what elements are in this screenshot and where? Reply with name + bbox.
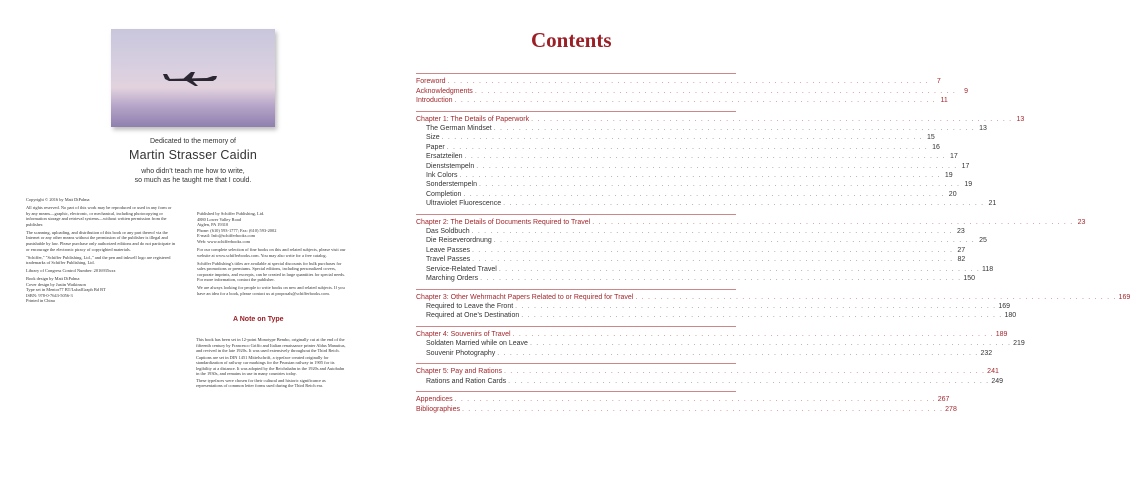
toc-page-number: 219	[1013, 340, 1025, 348]
toc-section-entry[interactable]	[416, 274, 975, 284]
dot-leader: . . . . . . . . . . . . . . . . . . . . . . . . . . . . . . . . . . . . . . . . . . . . . . . . . . . . . . . . . . . . . . . . . . . . . . . . . . . . .	[512, 330, 994, 338]
toc-entry-label: Chapter 5: Pay and Rations	[416, 368, 502, 376]
toc-page-number: 16	[932, 143, 940, 151]
toc-entry-label: Ink Colors	[426, 171, 458, 179]
toc-page-number: 25	[979, 237, 987, 245]
toc-entry-label: Completion	[426, 190, 462, 198]
toc-section-entry[interactable]	[416, 162, 970, 172]
toc-page-number: 9	[964, 87, 968, 95]
toc-front-matter-entry[interactable]	[416, 78, 941, 87]
dot-leader: . . . . . . . . . . . . . . . . . . . . . . . . . . . . . . . . . . . . . . . . . . . . . . . . . . . . . . . . . . . . . . . . . . . . . . . . . . . . .	[592, 218, 1074, 226]
toc-chapter-entry[interactable]	[416, 115, 1025, 125]
dedication-intro: Dedicated to the memory of	[150, 138, 236, 145]
dot-leader: . . . . . . . . . . . . . . . . . . . . . . . . . . . . . . . . . . . . . . . . . . . . . . . . . . . . . . . . . . . . . . . . . . . . . . . . . . . . .	[493, 237, 975, 245]
toc-entry-label: Service-Related Travel	[426, 265, 497, 273]
toc-entry-label: Bibliographies	[416, 405, 460, 413]
toc-page-number: 7	[936, 78, 941, 86]
toc-back-matter-entry[interactable]	[416, 396, 950, 405]
dot-leader: . . . . . . . . . . . . . . . . . . . . . . . . . . . . . . . . . . . . . . . . . . . . . . . . . . . . . . . . . . . . . . . . . . . . . . . . . . . . .	[521, 312, 1003, 320]
contents-title: Contents	[531, 28, 612, 52]
dot-leader: . . . . . . . . . . . . . . . . . . . . . . . . . . . . . . . . . . . . . . . . . . . . . . . . . . . . . . . . . . . . . . . . . . . . . . . . . . . . .	[497, 349, 979, 357]
dot-leader: . . . . . . . . . . . . . . . . . . . . . . . . . . . . . . . . . . . . . . . . . . . . . . . . . . . . . . . . . . . . . . . . . . . . . . . . . . . . .	[635, 293, 1117, 301]
dot-leader: . . . . . . . . . . . . . . . . . . . . . . . . . . . . . . . . . . . . . . . . . . . . . . . . . . . . . . . . . . . . . . . . . . . . . . . . . . . . .	[515, 302, 997, 310]
toc-chapter-entry[interactable]	[416, 368, 999, 377]
toc-entry-label: Foreword	[416, 78, 446, 86]
toc-chapter-entry[interactable]	[416, 293, 1130, 303]
toc-section-entry[interactable]	[416, 171, 953, 181]
dot-leader: . . . . . . . . . . . . . . . . . . . . . . . . . . . . . . . . . . . . . . . . . . . . . . . . . . . . . . . . . . . . . . . . . . . . . . . . . . . . .	[529, 340, 1012, 348]
toc-front-matter-entry[interactable]	[416, 96, 948, 106]
toc-section-entry[interactable]	[416, 312, 1017, 321]
toc-page-number: 189	[995, 330, 1008, 338]
publisher-line: Published by Schiffer Publishing, Ltd.	[197, 211, 265, 216]
dot-leader: . . . . . . . . . . . . . . . . . . . . . . . . . . . . . . . . . . . . . . . . . . . . . . . . . . . . . . . . . . . . . . . . . . . . . . . . . . . . .	[503, 200, 985, 208]
bulk-paragraph: Schiffer Publishing's titles are available at special discounts for bulk purchases for sales promotions or premiums. Special editions, including personalized covers, corporate imprints, and excerpts, can be created in large quantities for special needs. For more information, contact the publisher.	[197, 260, 346, 283]
note-paragraph: Captions are set in DIN 1451 Mittelschrift, a typeface created originally for standardization of railway car markings for the Prussian railway in 1905 for its legibility at a distance. It was adopted by the Reichsbahn in the 1920s and Autobahn in the 1930s, and remains in use in many countries today.	[196, 354, 345, 376]
dot-leader: . . . . . . . . . . . . . . . . . . . . . . . . . . . . . . . . . . . . . . . . . . . . . . . . . . . . . . . . . . . . . . . . . . . . . . . . . . . . .	[508, 377, 990, 385]
dot-leader: . . . . . . . . . . . . . . . . . . . . . . . . . . . . . . . . . . . . . . . . . . . . . . . . . . . . . . . . . . . . . . . . . . . . . . . . . . . . .	[498, 265, 980, 273]
note-paragraph: These typefaces were chosen for their cultural and historic significance as representations of common letter forms used during the Third Reich era.	[196, 377, 326, 388]
toc-section-entry[interactable]	[416, 237, 987, 246]
publisher-block	[197, 211, 347, 299]
dot-leader: . . . . . . . . . . . . . . . . . . . . . . . . . . . . . . . . . . . . . . . . . . . . . . . . . . . . . . . . . . . . . . . . . . . . . . . . . . . . .	[531, 115, 1013, 123]
dedication-text	[88, 167, 298, 185]
trademark-paragraph: "Schiffer," "Schiffer Publishing, Ltd.," and the pen and inkwell logo are registered trademarks of Schiffer Publishing, Ltd.	[26, 254, 171, 266]
toc-page-number: 19	[944, 171, 953, 179]
toc-entry-label: Appendices	[416, 396, 453, 404]
dot-leader: . . . . . . . . . . . . . . . . . . . . . . . . . . . . . . . . . . . . . . . . . . . . . . . . . . . . . . . . . . . . . . . . . . . . . . . . . . . . .	[447, 78, 929, 86]
toc-page-number: 150	[963, 274, 975, 282]
section-divider	[416, 363, 736, 364]
toc-entry-label: Ersatzteilen	[426, 153, 463, 161]
toc-section-entry[interactable]	[416, 200, 997, 209]
lccn-line: Library of Congress Control Number: 2016935xxx	[26, 268, 116, 274]
toc-page-number: 13	[979, 124, 987, 132]
dot-leader: . . . . . . . . . . . . . . . . . . . . . . . . . . . . . . . . . . . . . . . . . . . . . . . . . . . . . . . . . . . . . . . . . . . . . . . . . . . . .	[478, 181, 961, 189]
toc-entry-label: Chapter 3: Other Wehrmacht Papers Related to or Required for Travel	[416, 293, 634, 301]
toc-entry-label: Sonderstempeln	[426, 181, 477, 189]
dot-leader: . . . . . . . . . . . . . . . . . . . . . . . . . . . . . . . . . . . . . . . . . . . . . . . . . . . . . . . . . . . . . . . . . . . . . . . . . . . . .	[463, 190, 945, 198]
dot-leader: . . . . . . . . . . . . . . . . . . . . . . . . . . . . . . . . . . . . . . . . . . . . . . . . . . . . . . . . . . . . . . . . . . . . . . . . . . . . .	[504, 368, 986, 376]
toc-section-entry[interactable]	[416, 349, 993, 359]
toc-entry-label: Die Reiseverordnung	[426, 237, 492, 245]
section-divider	[416, 111, 736, 112]
toc-page-number: 232	[980, 349, 993, 357]
toc-entry-label: Dienststempeln	[426, 162, 475, 170]
dot-leader: . . . . . . . . . . . . . . . . . . . . . . . . . . . . . . . . . . . . . . . . . . . . . . . . . . . . . . . . . . . . . . . . . . . . . . . . . . . . .	[461, 405, 944, 413]
toc-entry-label: Leave Passes	[426, 246, 470, 254]
web-line: Web: www.schifferbooks.com	[197, 238, 251, 244]
toc-page-number: 249	[991, 377, 1004, 385]
toc-page-number: 19	[964, 181, 973, 189]
toc-page-number: 27	[957, 246, 966, 254]
toc-page-number: 267	[937, 396, 950, 404]
phone-line: Phone: (610) 593-1777; Fax: (610) 593-2002	[197, 227, 277, 233]
credit-line: Cover design by Justin Watkinson	[26, 281, 86, 287]
toc-entry-label: The German Mindset	[426, 124, 492, 132]
toc-entry-label: Required at One’s Destination	[426, 312, 520, 320]
dot-leader: . . . . . . . . . . . . . . . . . . . . . . . . . . . . . . . . . . . . . . . . . . . . . . . . . . . . . . . . . . . . . . . . . . . . . . . . . . . . .	[474, 87, 956, 95]
toc-page-number: 15	[927, 134, 935, 142]
dot-leader: . . . . . . . . . . . . . . . . . . . . . . . . . . . . . . . . . . . . . . . . . . . . . . . . . . . . . . . . . . . . . . . . . . . . . . . . . . . . .	[454, 96, 936, 104]
toc-entry-label: Chapter 2: The Details of Documents Required to Travel	[416, 218, 591, 226]
toc-entry-label: Souvenir Photography	[426, 349, 496, 357]
toc-section-entry[interactable]	[416, 153, 958, 162]
toc-entry-label: Required to Leave the Front	[426, 302, 514, 310]
table-of-contents	[416, 69, 1130, 415]
credit-line: Book design by Matt DiPalma	[26, 276, 80, 282]
toc-page-number: 13	[1016, 115, 1025, 123]
toc-entry-label: Paper	[426, 143, 445, 151]
toc-section-entry[interactable]	[416, 377, 1004, 387]
dot-leader: . . . . . . . . . . . . . . . . . . . . . . . . . . . . . . . . . . . . . . . . . . . . . . . . . . . . . . . . . . . . . . . . . . . . . . . . . . . . .	[480, 274, 962, 282]
toc-entry-label: Acknowledgments	[416, 87, 473, 95]
toc-page-number: 20	[948, 190, 957, 198]
toc-page-number: 118	[981, 265, 994, 273]
toc-page-number: 278	[945, 405, 957, 413]
toc-section-entry[interactable]	[416, 143, 940, 153]
toc-entry-label: Soldaten Married while on Leave	[426, 340, 528, 348]
dot-leader: . . . . . . . . . . . . . . . . . . . . . . . . . . . . . . . . . . . . . . . . . . . . . . . . . . . . . . . . . . . . . . . . . . . . . . . . . . . . .	[441, 134, 923, 142]
toc-page-number: 169	[1118, 293, 1130, 301]
section-divider	[416, 289, 736, 290]
toc-back-matter-entry[interactable]	[416, 405, 957, 415]
toc-entry-label: Size	[426, 134, 440, 142]
toc-entry-label: Ultraviolet Fluorescence	[426, 200, 502, 208]
note-on-type-body	[196, 337, 346, 390]
dot-leader: . . . . . . . . . . . . . . . . . . . . . . . . . . . . . . . . . . . . . . . . . . . . . . . . . . . . . . . . . . . . . . . . . . . . . . . . . . . . .	[493, 124, 975, 132]
toc-entry-label: Introduction	[416, 96, 453, 104]
address-line: Atglen, PA 19310	[197, 222, 229, 228]
dot-leader: . . . . . . . . . . . . . . . . . . . . . . . . . . . . . . . . . . . . . . . . . . . . . . . . . . . . . . . . . . . . . . . . . . . . . . . . . . . . .	[446, 143, 928, 151]
dot-leader: . . . . . . . . . . . . . . . . . . . . . . . . . . . . . . . . . . . . . . . . . . . . . . . . . . . . . . . . . . . . . . . . . . . . . . . . . . . . .	[464, 153, 946, 161]
dot-leader: . . . . . . . . . . . . . . . . . . . . . . . . . . . . . . . . . . . . . . . . . . . . . . . . . . . . . . . . . . . . . . . . . . . . . . . . . . . . .	[471, 228, 953, 236]
email-line: E-mail: Info@schifferbooks.com	[197, 233, 256, 239]
dot-leader: . . . . . . . . . . . . . . . . . . . . . . . . . . . . . . . . . . . . . . . . . . . . . . . . . . . . . . . . . . . . . . . . . . . . . . . . . . . . .	[472, 256, 954, 264]
rights-paragraph: All rights reserved. No part of this work may be reproduced or used in any form or by any means—graphic, electronic, or mechanical, including photocopying or information storage and retrieval systems—without written permission from the publisher.	[26, 204, 172, 227]
copyright-line: Copyright © 2016 by Matt DiPalma	[26, 197, 90, 202]
dot-leader: . . . . . . . . . . . . . . . . . . . . . . . . . . . . . . . . . . . . . . . . . . . . . . . . . . . . . . . . . . . . . . . . . . . . . . . . . . . . .	[471, 246, 954, 254]
airplane-silhouette	[161, 71, 221, 87]
copyright-block	[26, 197, 176, 304]
credit-line: Type set in Mentor77 BT/LubalGraph Bd BT	[26, 287, 106, 293]
toc-page-number: 23	[956, 228, 965, 236]
airplane-photo	[111, 29, 275, 127]
toc-page-number: 82	[957, 256, 966, 264]
note-paragraph: This book has been set in 12-point Monotype Bembo, originally cut at the end of the fifteenth century by Francesco Griffo and Italian renaissance printer Aldus Manutius, and revived in the late 1920s. It was used extensively throughout the Third Reich.	[196, 337, 346, 353]
dot-leader: . . . . . . . . . . . . . . . . . . . . . . . . . . . . . . . . . . . . . . . . . . . . . . . . . . . . . . . . . . . . . . . . . . . . . . . . . . . . .	[454, 396, 936, 404]
toc-entry-label: Chapter 1: The Details of Paperwork	[416, 115, 530, 123]
dot-leader: . . . . . . . . . . . . . . . . . . . . . . . . . . . . . . . . . . . . . . . . . . . . . . . . . . . . . . . . . . . . . . . . . . . . . . . . . . . . .	[476, 162, 958, 170]
toc-page-number: 21	[988, 200, 997, 208]
toc-entry-label: Travel Passes	[426, 256, 471, 264]
toc-page-number: 241	[987, 368, 999, 376]
toc-page-number: 17	[949, 153, 958, 161]
section-divider	[416, 214, 736, 215]
dedication-line: so much as he taught me that I could.	[134, 177, 252, 184]
section-divider	[416, 391, 736, 392]
toc-section-entry[interactable]	[416, 340, 1025, 349]
toc-section-entry[interactable]	[416, 265, 994, 275]
toc-entry-label: Das Soldbuch	[426, 228, 470, 236]
address-line: 4880 Lower Valley Road	[197, 216, 241, 222]
toc-section-entry[interactable]	[416, 302, 1011, 312]
toc-page-number: 11	[940, 96, 948, 104]
toc-entry-label: Marching Orders	[426, 274, 479, 282]
toc-entry-label: Chapter 4: Souvenirs of Travel	[416, 330, 511, 338]
printed-line: Printed in China	[26, 298, 55, 304]
isbn-line: ISBN: 978-0-7643-5056-3	[26, 292, 73, 298]
catalog-paragraph: For our complete selection of fine books on this and related subjects, please visit our website at www.schifferbooks.com. You may also write for a free catalog.	[197, 246, 346, 258]
section-divider	[416, 326, 736, 327]
section-divider	[416, 73, 736, 74]
piracy-paragraph: The scanning, uploading, and distribution of this book or any part thereof via the Internet or any other means without the permission of the publisher is illegal and punishable by law. Please purchase only authorized editions and do not participate in or encourage the electronic piracy of copyrighted materials.	[26, 229, 176, 252]
note-on-type-heading: A Note on Type	[233, 316, 284, 323]
dedication-line: who didn’t teach me how to write,	[141, 168, 245, 175]
toc-page-number: 180	[1004, 312, 1017, 320]
toc-section-entry[interactable]	[416, 181, 973, 190]
toc-section-entry[interactable]	[416, 256, 966, 265]
authors-paragraph: We are always looking for people to write books on new and related subjects. If you have an idea for a book, please contact us at proposals@schifferbooks.com.	[197, 285, 345, 296]
toc-section-entry[interactable]	[416, 246, 966, 256]
dedication-name: Martin Strasser Caidin	[128, 148, 258, 162]
toc-page-number: 17	[961, 162, 970, 170]
toc-chapter-entry[interactable]	[416, 218, 1086, 228]
toc-chapter-entry[interactable]	[416, 330, 1008, 340]
toc-entry-label: Rations and Ration Cards	[426, 377, 507, 385]
toc-front-matter-entry[interactable]	[416, 87, 968, 97]
toc-section-entry[interactable]	[416, 134, 935, 143]
toc-section-entry[interactable]	[416, 190, 957, 200]
toc-section-entry[interactable]	[416, 124, 987, 134]
toc-page-number: 169	[998, 302, 1011, 310]
dot-leader: . . . . . . . . . . . . . . . . . . . . . . . . . . . . . . . . . . . . . . . . . . . . . . . . . . . . . . . . . . . . . . . . . . . . . . . . . . . . .	[459, 171, 941, 179]
toc-section-entry[interactable]	[416, 228, 965, 237]
toc-page-number: 23	[1077, 218, 1086, 226]
